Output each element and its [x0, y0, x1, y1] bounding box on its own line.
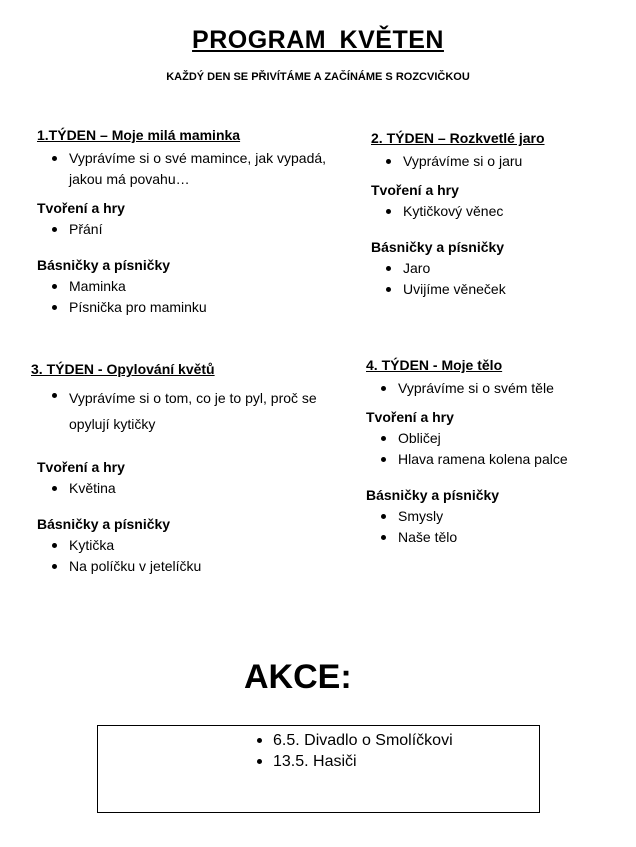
- list-item: Vyprávíme si o svém těle: [366, 378, 626, 399]
- list-item: Na políčku v jetelíčku: [37, 556, 331, 577]
- week-title: 4. TÝDEN - Moje tělo: [366, 357, 503, 373]
- page-title: PROGRAM KVĚTEN: [192, 26, 444, 54]
- intro-list: [37, 148, 337, 190]
- akce-title: AKCE:: [244, 658, 352, 696]
- crafts-heading: Tvoření a hry: [37, 200, 125, 216]
- songs-heading: Básničky a písničky: [37, 516, 171, 532]
- week-title: 1.TÝDEN – Moje milá maminka: [37, 127, 241, 143]
- intro-list: [366, 378, 626, 399]
- list-item: Vyprávíme si o tom, co je to pyl, proč se opylují kytičky: [37, 385, 331, 437]
- week-2: [371, 130, 611, 300]
- crafts-list: [37, 478, 331, 499]
- intro-list: [37, 385, 331, 437]
- list-item: Kytičkový věnec: [371, 201, 611, 222]
- list-item: Smysly: [366, 506, 626, 527]
- list-item: Kytička: [37, 535, 331, 556]
- list-item: 6.5. Divadlo o Smolíčkovi: [253, 730, 453, 751]
- list-item: Uvijíme věneček: [371, 279, 611, 300]
- page-subtitle: KAŽDÝ DEN SE PŘIVÍTÁME A ZAČÍNÁME S ROZCVIČKOU: [166, 71, 470, 83]
- list-item: Obličej: [366, 428, 626, 449]
- crafts-heading: Tvoření a hry: [37, 459, 125, 475]
- songs-list: [37, 276, 337, 318]
- intro-list: [371, 151, 611, 172]
- crafts-heading: Tvoření a hry: [371, 182, 459, 198]
- list-item: Jaro: [371, 258, 611, 279]
- akce-list: [253, 730, 453, 772]
- list-item: Maminka: [37, 276, 337, 297]
- list-item: Vyprávíme si o jaru: [371, 151, 611, 172]
- week-4: [366, 357, 626, 548]
- week-title: 3. TÝDEN - Opylování květů: [31, 361, 215, 377]
- list-item: 13.5. Hasiči: [253, 751, 453, 772]
- songs-heading: Básničky a písničky: [371, 239, 505, 255]
- songs-list: [37, 535, 331, 577]
- list-item: Písnička pro maminku: [37, 297, 337, 318]
- list-item: Hlava ramena kolena palce: [366, 449, 626, 470]
- list-item: Naše tělo: [366, 527, 626, 548]
- crafts-list: [366, 428, 626, 470]
- crafts-heading: Tvoření a hry: [366, 409, 454, 425]
- crafts-list: [37, 219, 337, 240]
- week-1: [37, 127, 337, 318]
- songs-list: [371, 258, 611, 300]
- akce-box: [97, 725, 540, 813]
- week-3: [31, 361, 331, 577]
- list-item: Vyprávíme si o své mamince, jak vypadá, jakou má povahu…: [37, 148, 337, 190]
- songs-list: [366, 506, 626, 548]
- week-title: 2. TÝDEN – Rozkvetlé jaro: [371, 130, 545, 146]
- list-item: Květina: [37, 478, 331, 499]
- songs-heading: Básničky a písničky: [366, 487, 500, 503]
- list-item: Přání: [37, 219, 337, 240]
- songs-heading: Básničky a písničky: [37, 257, 171, 273]
- crafts-list: [371, 201, 611, 222]
